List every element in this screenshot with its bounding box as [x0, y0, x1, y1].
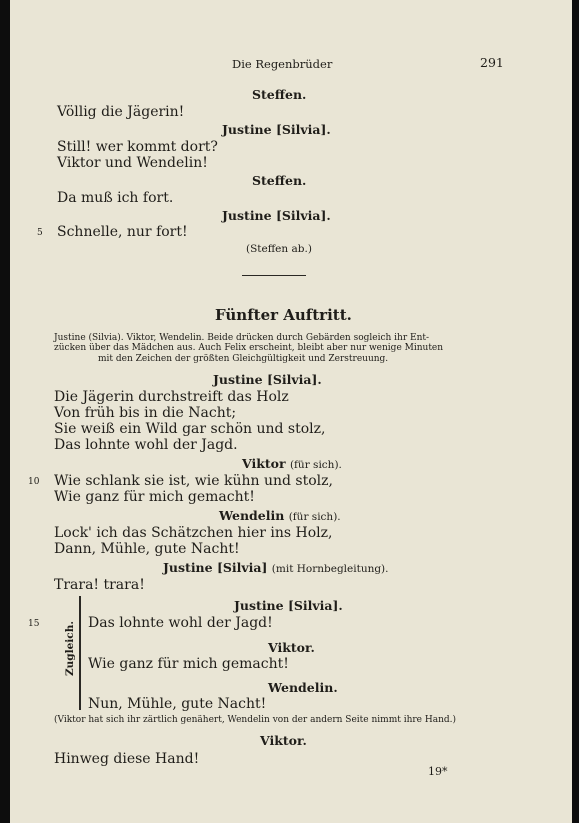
verse-line: Von früh bis in die Nacht;	[54, 405, 237, 421]
speaker-wendelin: Wendelin (für sich).	[219, 508, 341, 523]
page-number: 291	[480, 55, 504, 70]
verse-line: Still! wer kommt dort?	[57, 139, 218, 155]
speaker-justine: Justine [Silvia].	[222, 122, 331, 137]
speaker-wendelin: Wendelin.	[268, 680, 338, 695]
speaker-justine: Justine [Silvia].	[222, 208, 331, 223]
speaker-justine-horn: Justine [Silvia] (mit Hornbegleitung).	[163, 560, 389, 575]
speaker-justine: Justine [Silvia].	[234, 598, 343, 613]
speaker-viktor: Viktor (für sich).	[242, 456, 342, 471]
speaker-viktor: Viktor.	[268, 640, 315, 655]
verse-line: Dann, Mühle, gute Nacht!	[54, 541, 240, 557]
together-bracket	[79, 596, 81, 710]
verse-line: Hinweg diese Hand!	[54, 751, 200, 767]
speaker-justine: Justine [Silvia].	[213, 372, 322, 387]
stage-direction-exit: (Steffen ab.)	[246, 243, 312, 255]
verse-line: Wie ganz für mich gemacht!	[54, 489, 255, 505]
line-number: 5	[37, 228, 43, 238]
verse-line: Die Jägerin durchstreift das Holz	[54, 389, 289, 405]
verse-line: Das lohnte wohl der Jagd.	[54, 437, 238, 453]
verse-line: Das lohnte wohl der Jagd!	[88, 615, 273, 631]
book-page	[10, 0, 572, 823]
speaker-viktor: Viktor.	[260, 733, 307, 748]
verse-line: Viktor und Wendelin!	[57, 155, 208, 171]
verse-line: Sie weiß ein Wild gar schön und stolz,	[54, 421, 326, 437]
verse-line: Wie ganz für mich gemacht!	[88, 656, 289, 672]
verse-line: Wie schlank sie ist, wie kühn und stolz,	[54, 473, 333, 489]
speaker-steffen: Steffen.	[252, 87, 307, 102]
together-label: Zugleich.	[64, 621, 76, 676]
line-number: 15	[28, 619, 40, 629]
running-title: Die Regenbrüder	[232, 57, 333, 71]
stage-direction-line: zücken über das Mädchen aus. Auch Felix erscheint, bleibt aber nur wenige Minuten	[54, 343, 444, 353]
verse-line: Schnelle, nur fort!	[57, 224, 188, 240]
stage-direction-line: Justine (Silvia). Viktor, Wendelin. Beide drücken durch Gebärden sogleich ihr Ent-	[54, 333, 430, 343]
stage-direction-line: mit den Zeichen der größten Gleichgültigkeit und Zerstreuung.	[98, 354, 389, 364]
signature-mark: 19*	[428, 765, 448, 778]
verse-line: Lock' ich das Schätzchen hier ins Holz,	[54, 525, 333, 541]
verse-line: Da muß ich fort.	[57, 190, 174, 206]
verse-line: Nun, Mühle, gute Nacht!	[88, 696, 267, 712]
speaker-steffen: Steffen.	[252, 173, 307, 188]
scene-title: Fünfter Auftritt.	[215, 306, 352, 324]
stage-direction: (Viktor hat sich ihr zärtlich genähert, Wendelin von der andern Seite nimmt ihre Hand.)	[54, 715, 457, 725]
verse-line: Trara! trara!	[54, 577, 145, 593]
verse-line: Völlig die Jägerin!	[57, 104, 185, 120]
line-number: 10	[28, 477, 40, 487]
section-divider	[242, 275, 306, 276]
